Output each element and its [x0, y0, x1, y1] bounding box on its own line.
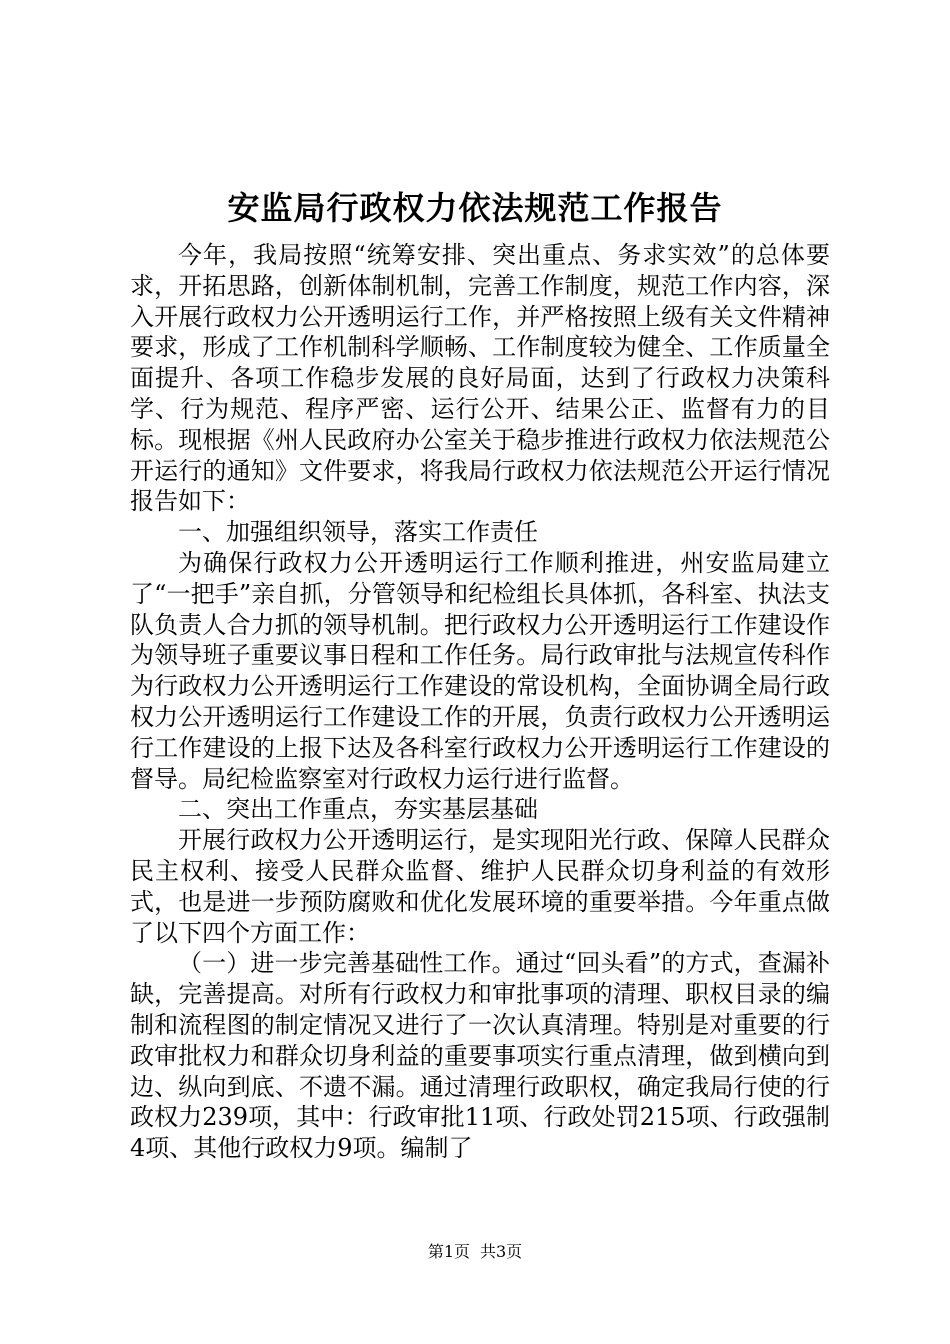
document-title: 安监局行政权力依法规范工作报告 [227, 189, 723, 227]
page-footer [0, 1241, 950, 1263]
paragraph-section-1: 为确保行政权力公开透明运行工作顺利推进，州安监局建立了“一把手”亲自抓，分管领导和纪检组长具体抓，各科室、执法支队负责人合力抓的领导机制。把行政权力公开透明运行工作建设作为领导班子重要议事日程和工作任务。局行政审批与法规宣传科作为行政权力公开透明运行工作建设的常设机构，全面协调全局行政权力公开透明运行工作建设工作的开展，负责行政权力公开透明运行工作建设的上报下达及各科室行政权力公开透明运行工作建设的督导。局纪检监察室对行政权力运行进行监督。 [130, 548, 830, 793]
document-body [130, 240, 830, 1164]
paragraph-subsection-1: （一）进一步完善基础性工作。通过“回头看”的方式，查漏补缺，完善提高。对所有行政权力和审批事项的清理、职权目录的编制和流程图的制定情况又进行了一次认真清理。特别是对重要的行政审批权力和群众切身利益的重要事项实行重点清理，做到横向到边、纵向到底、不遗不漏。通过清理行政职权，确定我局行使的行政权力239项，其中：行政审批11项、行政处罚215项、行政强制4项、其他行政权力9项。编制了 [130, 949, 830, 1163]
page-total: 共3页 [480, 1242, 523, 1261]
paragraph-intro: 今年，我局按照“统筹安排、突出重点、务求实效”的总体要求，开拓思路，创新体制机制，完善工作制度，规范工作内容，深入开展行政权力公开透明运行工作，并严格按照上级有关文件精神要求，形成了工作机制科学顺畅、工作制度较为健全、工作质量全面提升、各项工作稳步发展的良好局面，达到了行政权力决策科学、行为规范、程序严密、运行公开、结果公正、监督有力的目标。现根据《州人民政府办公室关于稳步推进行政权力依法规范公开运行的通知》文件要求，将我局行政权力依法规范公开运行情况报告如下： [130, 241, 830, 516]
section-heading-1: 一、加强组织领导，落实工作责任 [178, 518, 538, 547]
section-heading-2: 二、突出工作重点，夯实基层基础 [178, 795, 538, 824]
page-number: 第1页 [427, 1242, 470, 1261]
paragraph-section-2: 开展行政权力公开透明运行，是实现阳光行政、保障人民群众民主权利、接受人民群众监督、维护人民群众切身利益的有效形式，也是进一步预防腐败和优化发展环境的重要举措。今年重点做了以下四个方面工作： [130, 826, 830, 947]
